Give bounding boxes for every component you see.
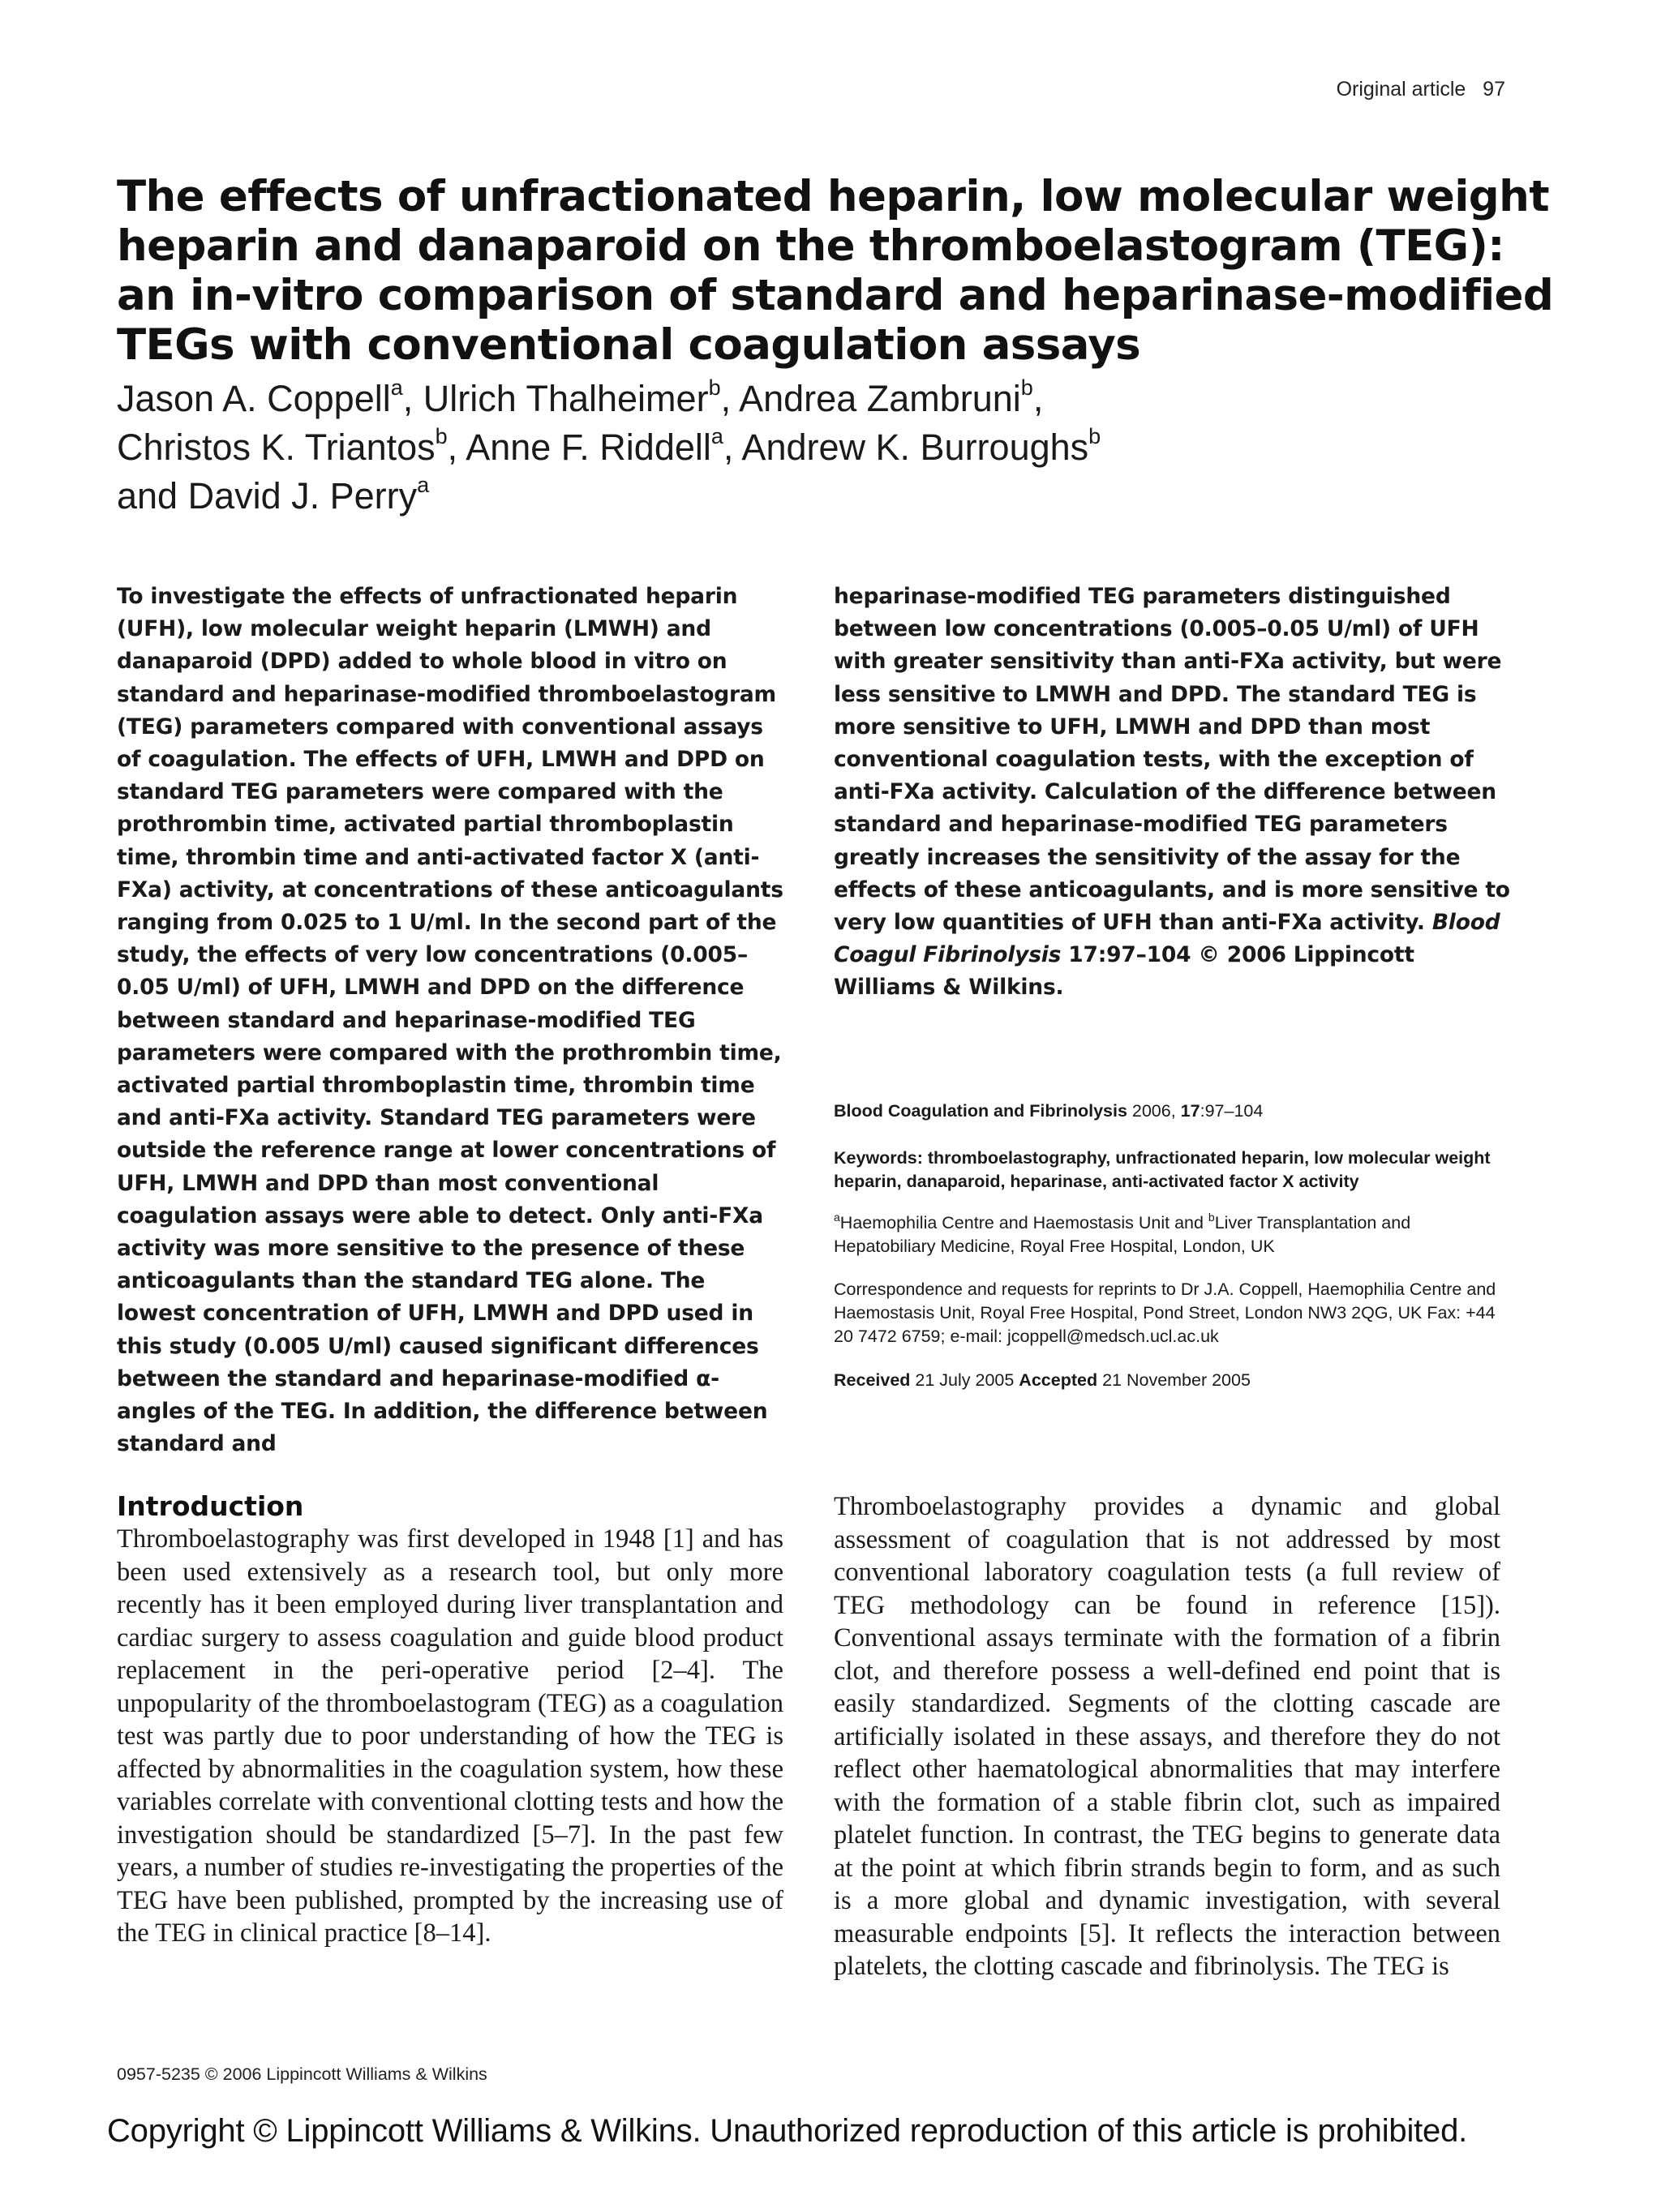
journal-volume: 17 [1180,1101,1200,1121]
running-head: Original article 97 [1336,78,1505,101]
author-affiliation-mark: b [435,424,448,448]
received-accepted-dates [834,1369,1507,1392]
author-list [117,375,1496,521]
introduction-right-column: Thromboelastography provides a dynamic and global assessment of coagulation that is not addressed by most conventional laboratory coagulation tests (a full review of TEG methodology can be found in reference [15]). Conventional assays terminate with the formation of a fibrin clot, and therefore possess a well-defined end point that is easily standardized. Segments of the clotting cascade are artificially isolated in these assays, and therefore they do not reflect other haematological abnormalities that may interfere with the formation of a stable fibrin clot, such as impaired platelet function. In contrast, the TEG begins to generate data at the point at which fibrin strands begin to form, and as such is a more global and dynamic investigation, with several measurable endpoints [5]. It reflects the interaction between platelets, the clotting cascade and fibrinolysis. The TEG is [834,1492,1500,1981]
author-name: and David J. Perry [117,475,418,517]
author-name: , Andrew K. Burroughs [723,427,1089,468]
correspondence: Correspondence and requests for reprints to Dr J.A. Coppell, Haemophilia Centre and Haemostasis Unit, Royal Free Hospital, Pond Street, London NW3 2QG, UK Fax: +44 20 7472 6759; e-mail: jcoppell@medsch.ucl.ac.uk [834,1280,1496,1346]
copyright-notice: Copyright © Lippincott Williams & Wilkins. Unauthorized reproduction of this article is prohibited. [107,2113,1468,2149]
author-affiliation-mark: a [390,375,403,400]
abstract-right-text: heparinase-modified TEG parameters distinguished between low concentrations (0.005–0.05 U/ml) of UFH with greater sensitivity than anti-FXa activity, but were less sensitive to LMWH and DPD. The standard TEG is more sensitive to UFH, LMWH and DPD than most conventional coagulation tests, with the exception of anti-FXa activity. Calculation of the difference between standard and heparinase-modified TEG parameters greatly increases the sensitivity of the assay for the effects of these anticoagulants, and is more sensitive to very low quantities of UFH than anti-FXa activity. [834,584,1510,936]
abstract-citation-journal: Blood Coagul Fibrinolysis [834,910,1500,968]
author-affiliation-mark: b [1088,424,1101,448]
affiliation-text: Haemophilia Centre and Haemostasis Unit and [839,1213,1208,1232]
author-name: , Ulrich Thalheimer [402,378,709,419]
author-name: , Andrea Zambruni [720,378,1021,419]
introduction-left-column: Thromboelastography was first developed in 1948 [1] and has been used extensively as a research tool, but only more recently has it been employed during liver transplantation and cardiac surgery to assess coagulation and guide blood product replacement in the peri-operative period [2–4]. The unpopularity of the thromboelastogram (TEG) as a coagulation test was partly due to poor understanding of how the TEG is affected by abnormalities in the coagulation system, how these variables correlate with conventional clotting tests and how the investigation should be standardized [5–7]. In the past few years, a number of studies re-investigating the properties of the TEG have been published, prompted by the increasing use of the TEG in clinical practice [8–14]. [117,1524,783,1948]
abstract-right-column [834,581,1522,1005]
journal-name: Blood Coagulation and Fibrinolysis [834,1101,1127,1121]
accepted-date: 21 November 2005 [1097,1370,1251,1390]
author-affiliation-mark: a [417,473,430,497]
author-name: Jason A. Coppell [117,378,391,419]
author-affiliation-mark: a [710,424,723,448]
author-name: Christos K. Triantos [117,427,436,468]
author-line-1: Jason A. Coppell$^a$, Ulrich Thalheimer$^b$, Andrea Zambruni$^b$, [117,375,1044,419]
journal-pages: :97–104 [1200,1101,1264,1121]
journal-year: 2006, [1127,1101,1181,1121]
author-affiliation-mark: b [1020,375,1033,400]
received-date: 21 July 2005 [910,1370,1019,1390]
author-line-3 [117,472,1496,521]
section-heading-introduction: Introduction [117,1490,304,1522]
author-affiliation-mark: b [708,375,721,400]
author-line-2 [117,423,1496,472]
keywords: Keywords: thromboelastography, unfractionated heparin, low molecular weight heparin, danaparoid, heparinase, anti-activated factor X activity [834,1148,1491,1191]
article-title: The effects of unfractionated heparin, low molecular weight heparin and danaparoid on the thromboelastogram (TEG): an in-vitro comparison of standard and heparinase-modified TEGs with conventional coagulation assays [117,172,1554,370]
journal-citation-line [834,1100,1507,1123]
accepted-label: Accepted [1019,1370,1098,1390]
abstract-left-column: To investigate the effects of unfractionated heparin (UFH), low molecular weight heparin (LMWH) and danaparoid (DPD) added to whole blood in vitro on standard and heparinase-modified thromboelastogram (TEG) parameters compared with conventional assays of coagulation. The effects of UFH, LMWH and DPD on standard TEG parameters were compared with the prothrombin time, activated partial thromboplastin time, thrombin time and anti-activated factor X (anti-FXa) activity, at concentrations of these anticoagulants ranging from 0.025 to 1 U/ml. In the second part of the study, the effects of very low concentrations (0.005–0.05 U/ml) of UFH, LMWH and DPD on the difference between standard and heparinase-modified TEG parameters were compared with the prothrombin time, activated partial thromboplastin time, thrombin time and anti-FXa activity. Standard TEG parameters were outside the reference range at lower concentrations of UFH, LMWH and DPD than most conventional coagulation assays were able to detect. Only anti-FXa activity was more sensitive to the presence of these anticoagulants than the standard TEG alone. The lowest concentration of UFH, LMWH and DPD used in this study (0.005 U/ml) caused significant differences between the standard and heparinase-modified α-angles of the TEG. In addition, the difference between standard and [117,584,783,1457]
affiliation-mark: b [1208,1211,1215,1224]
abstract-citation-details: 17:97–104 © 2006 Lippincott Williams & Wilkins. [834,942,1414,1001]
author-name: , Anne F. Riddell [447,427,711,468]
affiliations [834,1211,1507,1258]
received-label: Received [834,1370,911,1390]
affiliation-text: Liver Transplantation and Hepatobiliary Medicine, Royal Free Hospital, London, UK [834,1213,1411,1256]
affiliation-mark: a [834,1211,840,1224]
issn-footer: 0957-5235 © 2006 Lippincott Williams & Wilkins [117,2064,487,2084]
